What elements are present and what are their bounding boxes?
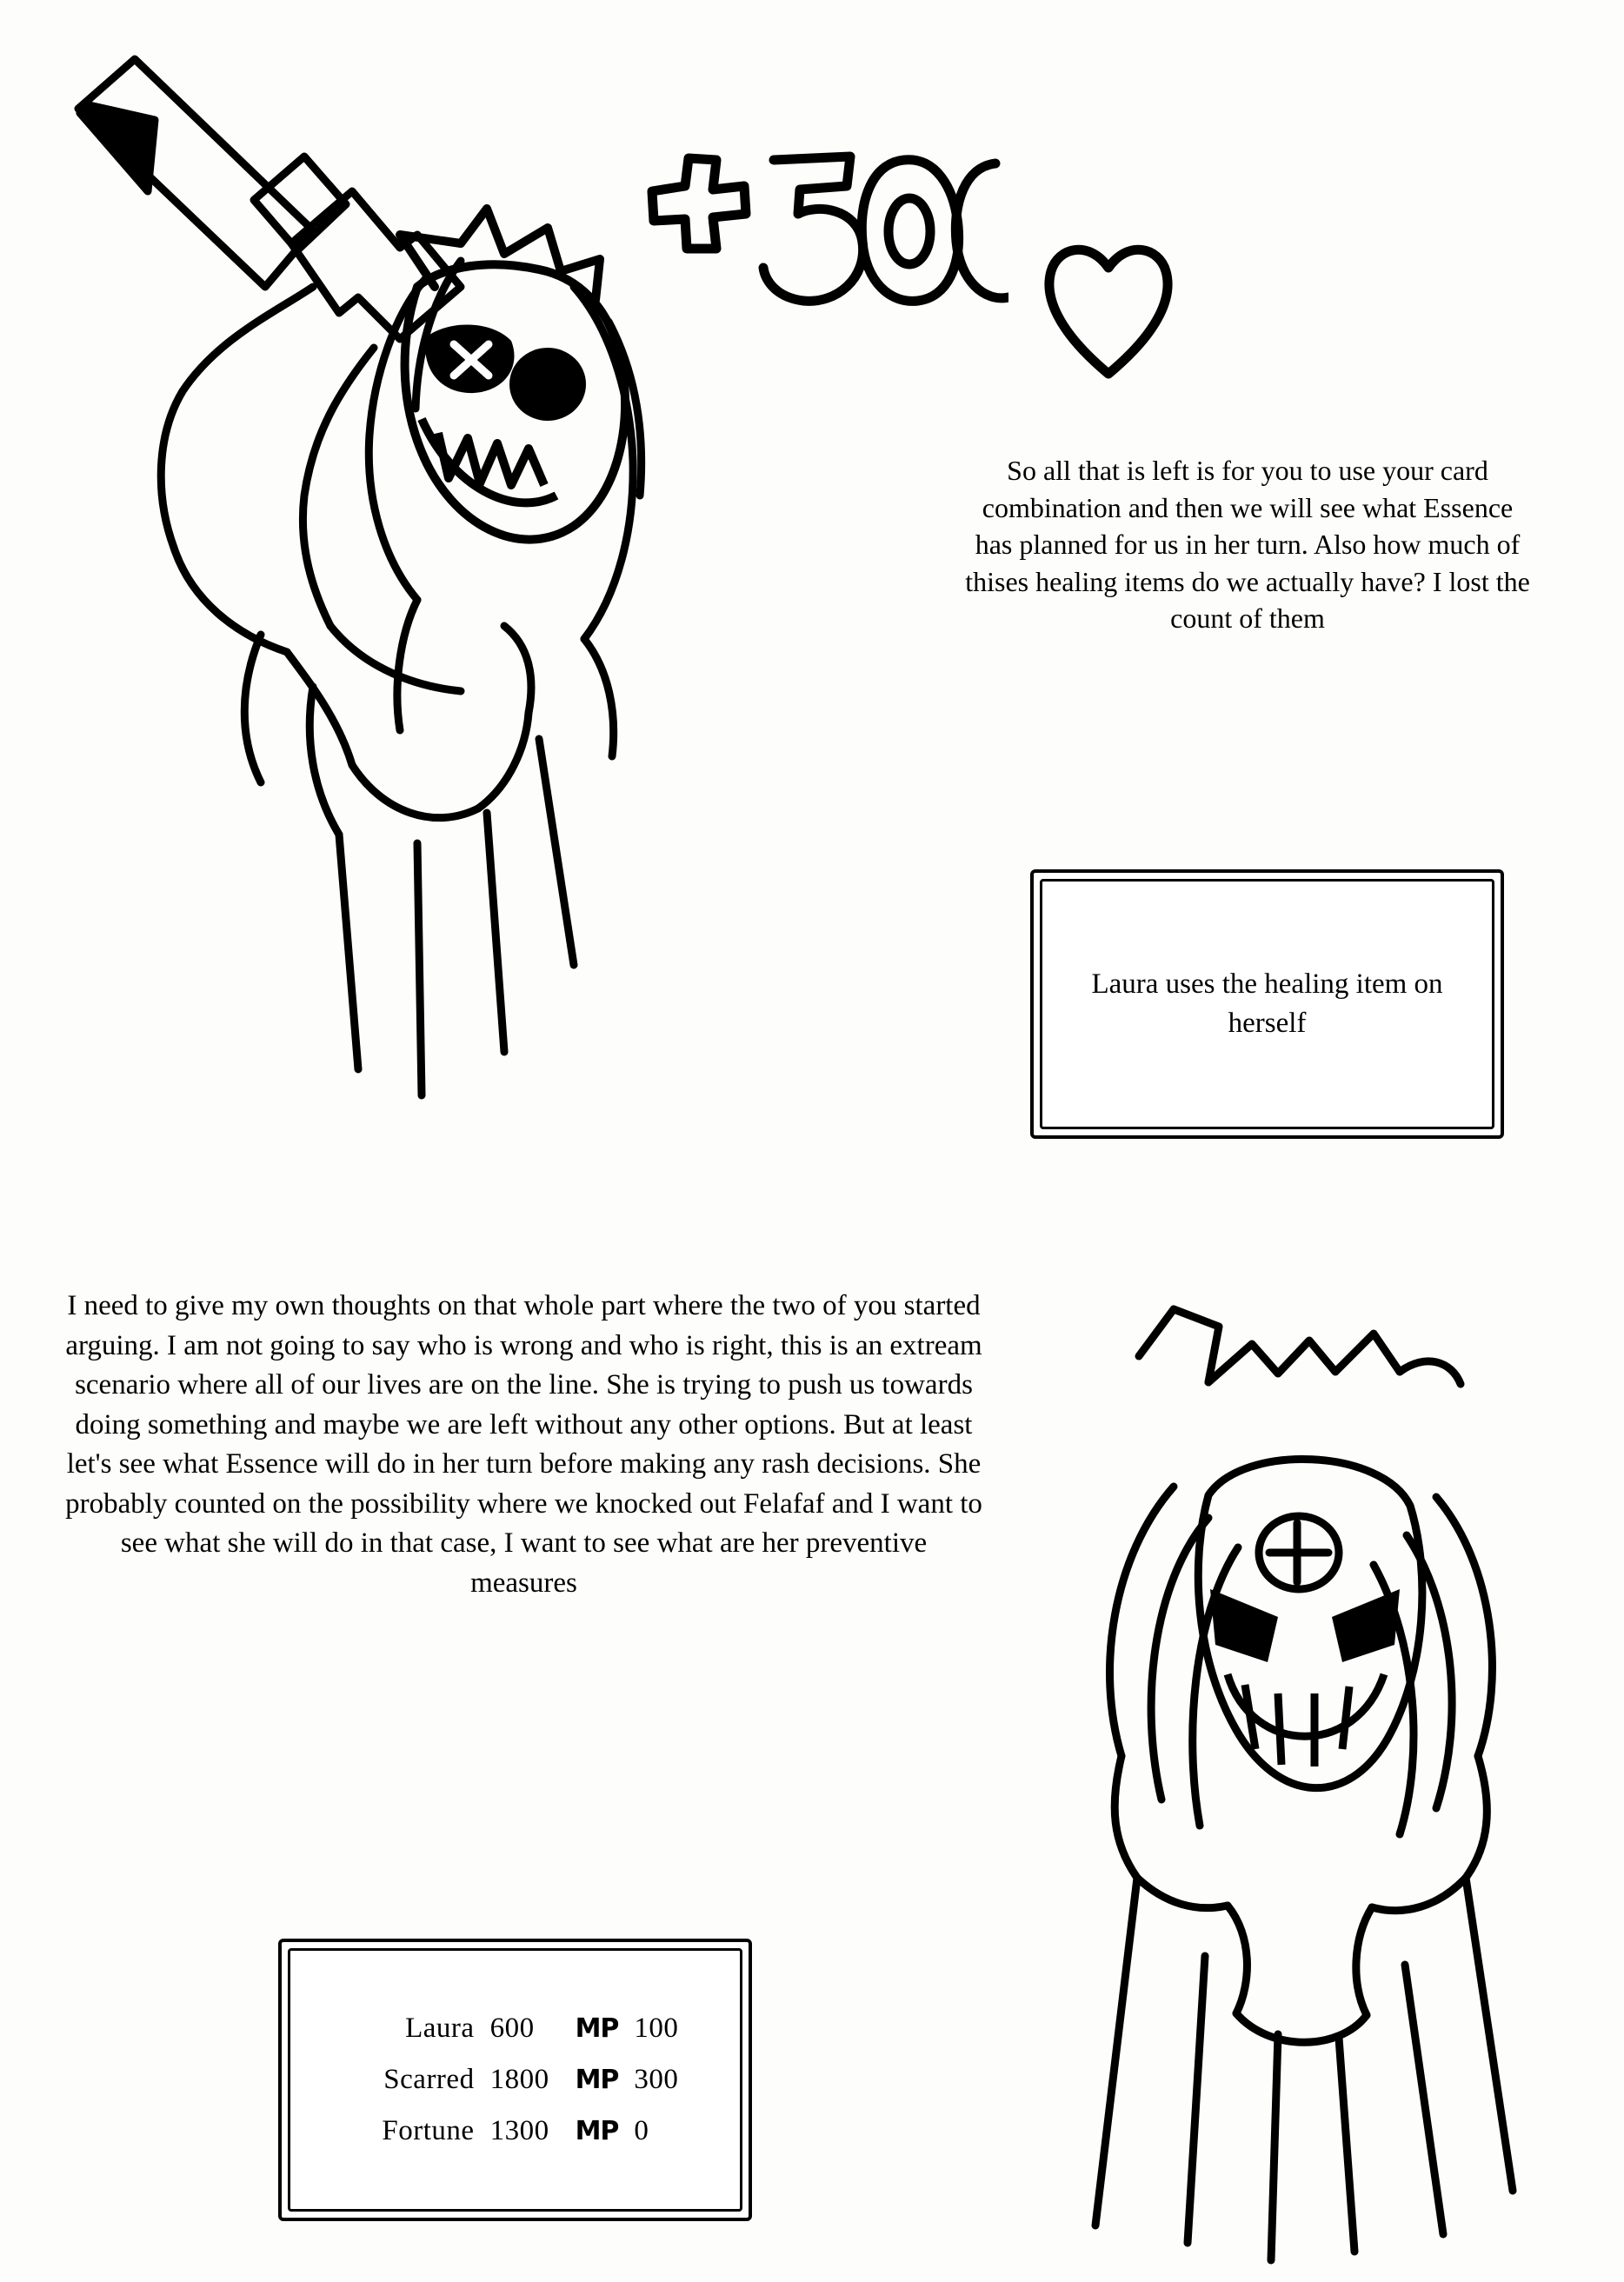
stat-hp-value: 1800 bbox=[489, 2064, 549, 2095]
stat-hp-value: 600 bbox=[489, 2013, 535, 2044]
stat-name: Scarred bbox=[383, 2064, 475, 2095]
stat-row bbox=[344, 2013, 687, 2045]
stat-mp-value: 100 bbox=[634, 2013, 679, 2044]
caption-box-healing bbox=[1030, 869, 1504, 1139]
stat-mp-label: MP bbox=[575, 2116, 619, 2146]
stat-hp-value: 1300 bbox=[489, 2115, 549, 2146]
stat-name: Fortune bbox=[382, 2115, 475, 2146]
stat-name: Laura bbox=[405, 2013, 475, 2044]
stat-mp-value: 0 bbox=[634, 2115, 649, 2146]
heart-icon bbox=[1039, 235, 1178, 383]
stat-row bbox=[344, 2115, 687, 2147]
bottom-panel-illustration bbox=[991, 1269, 1617, 2278]
top-panel-illustration bbox=[52, 26, 991, 1313]
narration-text-bottom: I need to give my own thoughts on that whole part where the two of you started arguing. I am not going to say who is wrong and who is right, this is an extream scenario where all of our lives are on the line. She is trying to push us towards doing something and maybe we are left without any other options. But at least let's see what Essence will do in her turn before making any rash decisions. She probably counted on the possibility where we knocked out Felafaf and I want to see what she will do in that case, I want to see what are her preventive measures bbox=[65, 1290, 982, 1599]
caption-healing-text: Laura uses the healing item on herself bbox=[1040, 879, 1494, 1129]
stats-box bbox=[278, 1939, 752, 2221]
stat-mp-label: MP bbox=[575, 2013, 619, 2044]
narration-text-top: So all that is left is for you to use your card combination and then we will see what Essence has planned for us in her turn. Also how much of thises healing items do we actually have? I lost the count of them bbox=[965, 455, 1530, 635]
stats-list bbox=[288, 1948, 742, 2212]
stat-row bbox=[344, 2064, 687, 2096]
stat-mp-value: 300 bbox=[634, 2064, 679, 2095]
stat-mp-label: MP bbox=[575, 2065, 619, 2095]
